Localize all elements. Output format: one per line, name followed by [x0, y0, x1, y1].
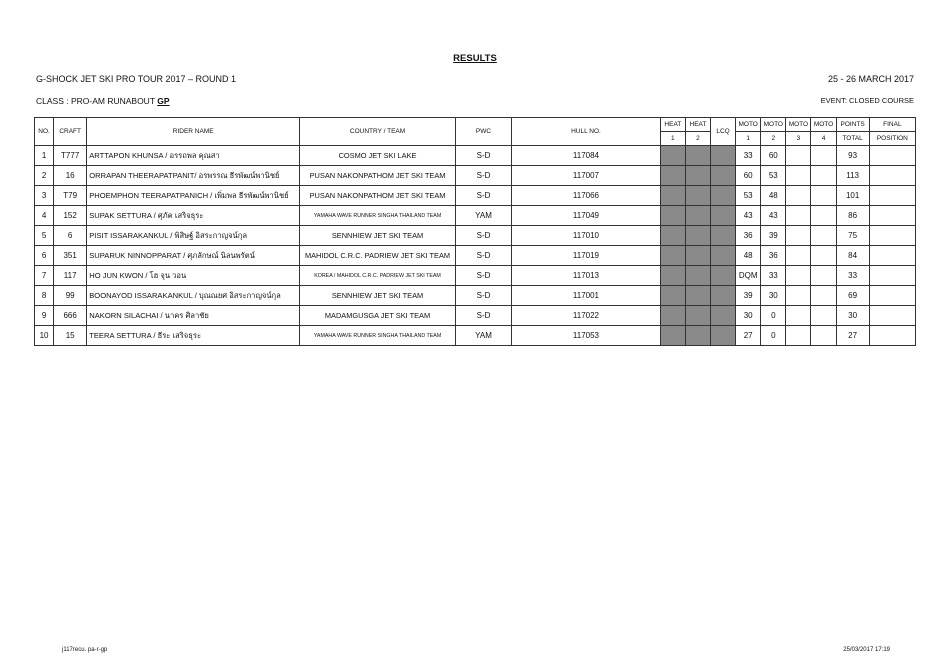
- row-rider: BOONAYOD ISSARAKANKUL / บุณณยศ อิสระกาญจน์กุล: [87, 286, 300, 306]
- row-moto1: 39: [736, 286, 761, 306]
- row-heat2: [685, 186, 710, 206]
- row-moto2: 0: [761, 326, 786, 346]
- row-craft: 666: [54, 306, 87, 326]
- row-no: 10: [35, 326, 54, 346]
- row-final: [869, 146, 915, 166]
- table-row: [35, 146, 916, 166]
- col-points: POINTS: [836, 118, 869, 132]
- row-moto2: 36: [761, 246, 786, 266]
- row-heat1: [660, 266, 685, 286]
- row-heat1: [660, 306, 685, 326]
- header-row-top: [35, 118, 916, 132]
- row-team: COSMO JET SKI LAKE: [300, 146, 456, 166]
- row-pwc: S-D: [455, 166, 511, 186]
- row-no: 9: [35, 306, 54, 326]
- col-moto2: MOTO: [761, 118, 786, 132]
- row-heat2: [685, 226, 710, 246]
- row-lcq: [711, 326, 736, 346]
- row-team: YAMAHA WAVE RUNNER SINGHA THAILAND TEAM: [300, 206, 456, 226]
- row-final: [869, 306, 915, 326]
- row-pwc: S-D: [455, 266, 511, 286]
- table-row: [35, 186, 916, 206]
- row-points: 101: [836, 186, 869, 206]
- row-final: [869, 286, 915, 306]
- table-row: [35, 286, 916, 306]
- row-final: [869, 246, 915, 266]
- row-lcq: [711, 266, 736, 286]
- row-moto3: [786, 266, 811, 286]
- row-moto1: 33: [736, 146, 761, 166]
- row-final: [869, 166, 915, 186]
- col-lcq: LCQ: [711, 118, 736, 146]
- col-heat1-sub: 1: [660, 132, 685, 146]
- row-hull: 117007: [512, 166, 661, 186]
- row-team: SENNHIEW JET SKI TEAM: [300, 226, 456, 246]
- row-final: [869, 186, 915, 206]
- row-points: 86: [836, 206, 869, 226]
- row-points: 75: [836, 226, 869, 246]
- row-team: SENNHIEW JET SKI TEAM: [300, 286, 456, 306]
- row-hull: 117013: [512, 266, 661, 286]
- row-heat1: [660, 246, 685, 266]
- col-moto1-sub: 1: [736, 132, 761, 146]
- col-pwc: PWC: [455, 118, 511, 146]
- row-rider: PISIT ISSARAKANKUL / พิสิษฐ์ อิสระกาญจน์กุล: [87, 226, 300, 246]
- row-no: 8: [35, 286, 54, 306]
- row-hull: 117049: [512, 206, 661, 226]
- row-moto1: 30: [736, 306, 761, 326]
- row-pwc: S-D: [455, 286, 511, 306]
- row-pwc: S-D: [455, 226, 511, 246]
- row-craft: 99: [54, 286, 87, 306]
- row-moto2: 43: [761, 206, 786, 226]
- row-hull: 117001: [512, 286, 661, 306]
- row-moto3: [786, 246, 811, 266]
- row-hull: 117010: [512, 226, 661, 246]
- row-points: 93: [836, 146, 869, 166]
- row-moto3: [786, 166, 811, 186]
- row-moto4: [811, 246, 836, 266]
- row-lcq: [711, 226, 736, 246]
- table-row: [35, 306, 916, 326]
- row-no: 7: [35, 266, 54, 286]
- row-moto2: 30: [761, 286, 786, 306]
- row-pwc: S-D: [455, 186, 511, 206]
- row-points: 84: [836, 246, 869, 266]
- col-moto2-sub: 2: [761, 132, 786, 146]
- row-moto3: [786, 146, 811, 166]
- row-final: [869, 326, 915, 346]
- row-heat2: [685, 246, 710, 266]
- row-moto1: 36: [736, 226, 761, 246]
- course-label: EVENT: CLOSED COURSE: [820, 96, 914, 105]
- row-heat1: [660, 286, 685, 306]
- col-heat2: HEAT: [685, 118, 710, 132]
- row-rider: TEERA SETTURA / ธีระ เสริจธุระ: [87, 326, 300, 346]
- row-moto1: 53: [736, 186, 761, 206]
- row-heat1: [660, 206, 685, 226]
- row-team: KOREA / MAHIDOL C.R.C. PADRIEW JET SKI TEAM: [300, 266, 456, 286]
- row-moto1: 43: [736, 206, 761, 226]
- row-lcq: [711, 286, 736, 306]
- row-points: 27: [836, 326, 869, 346]
- row-pwc: S-D: [455, 146, 511, 166]
- row-moto2: 48: [761, 186, 786, 206]
- table-row: [35, 226, 916, 246]
- row-no: 4: [35, 206, 54, 226]
- results-body: [35, 146, 916, 346]
- col-craft: CRAFT: [54, 118, 87, 146]
- class-label: [36, 96, 170, 106]
- row-lcq: [711, 186, 736, 206]
- row-heat2: [685, 306, 710, 326]
- table-row: [35, 246, 916, 266]
- row-moto4: [811, 326, 836, 346]
- row-no: 3: [35, 186, 54, 206]
- row-craft: 351: [54, 246, 87, 266]
- col-moto1: MOTO: [736, 118, 761, 132]
- class-prefix: CLASS : PRO-AM RUNABOUT: [36, 96, 158, 106]
- col-moto3-sub: 3: [786, 132, 811, 146]
- col-heat2-sub: 2: [685, 132, 710, 146]
- row-team: PUSAN NAKONPATHOM JET SKI TEAM: [300, 186, 456, 206]
- row-craft: T79: [54, 186, 87, 206]
- row-moto4: [811, 166, 836, 186]
- row-hull: 117019: [512, 246, 661, 266]
- row-moto4: [811, 306, 836, 326]
- row-moto1: 27: [736, 326, 761, 346]
- col-hull: HULL NO.: [512, 118, 661, 146]
- row-moto2: 53: [761, 166, 786, 186]
- row-heat2: [685, 266, 710, 286]
- row-points: 30: [836, 306, 869, 326]
- row-moto4: [811, 146, 836, 166]
- row-final: [869, 206, 915, 226]
- table-row: [35, 326, 916, 346]
- col-moto4: MOTO: [811, 118, 836, 132]
- row-lcq: [711, 206, 736, 226]
- col-moto3: MOTO: [786, 118, 811, 132]
- row-moto2: 60: [761, 146, 786, 166]
- row-lcq: [711, 306, 736, 326]
- row-craft: 6: [54, 226, 87, 246]
- row-lcq: [711, 246, 736, 266]
- row-hull: 117066: [512, 186, 661, 206]
- footer-file-id: j117recu. pa-r-gp: [62, 647, 108, 653]
- row-hull: 117022: [512, 306, 661, 326]
- row-points: 113: [836, 166, 869, 186]
- row-no: 1: [35, 146, 54, 166]
- row-moto3: [786, 226, 811, 246]
- results-table: [34, 117, 916, 346]
- row-rider: SUPAK SETTURA / ศุภัค เสริจธุระ: [87, 206, 300, 226]
- row-final: [869, 226, 915, 246]
- row-heat2: [685, 166, 710, 186]
- col-team: COUNTRY / TEAM: [300, 118, 456, 146]
- row-craft: 117: [54, 266, 87, 286]
- table-row: [35, 266, 916, 286]
- row-pwc: S-D: [455, 246, 511, 266]
- row-hull: 117053: [512, 326, 661, 346]
- row-pwc: S-D: [455, 306, 511, 326]
- row-moto1: 60: [736, 166, 761, 186]
- row-lcq: [711, 166, 736, 186]
- row-rider: ORRAPAN THEERAPATPANIT/ อรพรรณ ธีรพัฒน์พานิชย์: [87, 166, 300, 186]
- row-craft: T777: [54, 146, 87, 166]
- row-craft: 15: [54, 326, 87, 346]
- row-moto2: 39: [761, 226, 786, 246]
- row-rider: HO JUN KWON / โฮ จุน วอน: [87, 266, 300, 286]
- table-row: [35, 166, 916, 186]
- row-final: [869, 266, 915, 286]
- event-dates: 25 - 26 MARCH 2017: [827, 74, 914, 84]
- row-heat1: [660, 326, 685, 346]
- row-heat2: [685, 206, 710, 226]
- row-heat1: [660, 146, 685, 166]
- row-no: 2: [35, 166, 54, 186]
- row-moto4: [811, 286, 836, 306]
- row-lcq: [711, 146, 736, 166]
- row-heat2: [685, 146, 710, 166]
- col-heat1: HEAT: [660, 118, 685, 132]
- row-moto4: [811, 226, 836, 246]
- col-final: FINAL: [869, 118, 915, 132]
- col-rider: RIDER NAME: [87, 118, 300, 146]
- col-no: NO.: [35, 118, 54, 146]
- row-moto4: [811, 266, 836, 286]
- row-hull: 117084: [512, 146, 661, 166]
- row-moto2: 33: [761, 266, 786, 286]
- row-pwc: YAM: [455, 206, 511, 226]
- row-craft: 16: [54, 166, 87, 186]
- row-no: 6: [35, 246, 54, 266]
- row-rider: PHOEMPHON TEERAPATPANICH / เพิ่มพล ธีรพัฒน์พานิชย์: [87, 186, 300, 206]
- row-moto3: [786, 326, 811, 346]
- row-heat1: [660, 226, 685, 246]
- event-name: G-SHOCK JET SKI PRO TOUR 2017 – ROUND 1: [36, 74, 237, 84]
- row-moto1: 48: [736, 246, 761, 266]
- page-title: RESULTS: [453, 53, 497, 64]
- row-heat1: [660, 166, 685, 186]
- row-moto3: [786, 306, 811, 326]
- row-no: 5: [35, 226, 54, 246]
- row-moto3: [786, 186, 811, 206]
- row-rider: ARTTAPON KHUNSA / อรรถพล คุณสา: [87, 146, 300, 166]
- row-team: MADAMGUSGA JET SKI TEAM: [300, 306, 456, 326]
- footer-timestamp: 25/03/2017 17:19: [843, 647, 890, 653]
- row-team: YAMAHA WAVE RUNNER SINGHA THAILAND TEAM: [300, 326, 456, 346]
- row-moto4: [811, 186, 836, 206]
- row-heat2: [685, 286, 710, 306]
- col-points-sub: TOTAL: [836, 132, 869, 146]
- table-row: [35, 206, 916, 226]
- row-heat2: [685, 326, 710, 346]
- row-moto3: [786, 206, 811, 226]
- row-team: PUSAN NAKONPATHOM JET SKI TEAM: [300, 166, 456, 186]
- row-moto4: [811, 206, 836, 226]
- row-moto3: [786, 286, 811, 306]
- row-heat1: [660, 186, 685, 206]
- row-rider: NAKORN SILACHAI / นาคร ศิลาชัย: [87, 306, 300, 326]
- col-moto4-sub: 4: [811, 132, 836, 146]
- row-rider: SUPARUK NINNOPPARAT / ศุภลักษณ์ นิลนพรัตน์: [87, 246, 300, 266]
- class-suffix: GP: [157, 96, 170, 106]
- row-points: 69: [836, 286, 869, 306]
- col-final-sub: POSITION: [869, 132, 915, 146]
- row-team: MAHIDOL C.R.C. PADRIEW JET SKI TEAM: [300, 246, 456, 266]
- row-pwc: YAM: [455, 326, 511, 346]
- row-craft: 152: [54, 206, 87, 226]
- row-moto2: 0: [761, 306, 786, 326]
- row-points: 33: [836, 266, 869, 286]
- row-moto1: DQM: [736, 266, 761, 286]
